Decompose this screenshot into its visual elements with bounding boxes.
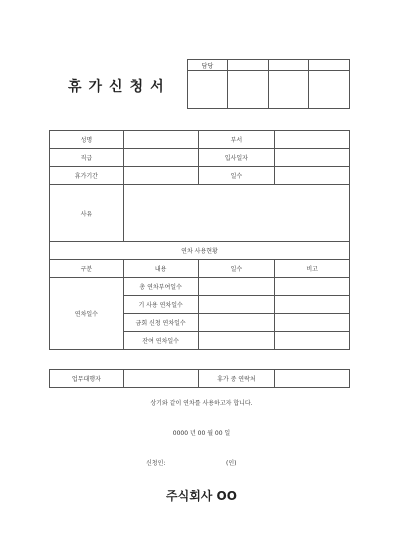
approval-sign-box[interactable] (268, 71, 309, 109)
approval-label-cell (268, 60, 309, 71)
period-label: 휴가기간 (50, 167, 124, 185)
usage-remarks-field[interactable] (275, 278, 350, 296)
usage-header-remarks: 비고 (275, 260, 350, 278)
reason-label: 사유 (50, 185, 124, 242)
reason-field[interactable] (123, 185, 349, 242)
date-line: 0000 년 00 월 00 일 (172, 430, 231, 437)
usage-remarks-field[interactable] (275, 314, 350, 332)
approval-box (187, 59, 350, 109)
document-title: 휴가신청서 (68, 79, 171, 95)
usage-days-field[interactable] (198, 332, 275, 350)
applicant-seal: (인) (226, 460, 237, 467)
usage-remarks-field[interactable] (275, 332, 350, 350)
usage-row-label: 총 연차부여일수 (123, 278, 198, 296)
usage-days-field[interactable] (198, 314, 275, 332)
days-label: 일수 (198, 167, 275, 185)
name-field[interactable] (123, 131, 198, 149)
delegate-label: 업무대행자 (50, 370, 124, 388)
statement-text: 상기와 같이 연차를 사용하고자 합니다. (150, 400, 253, 407)
usage-header-content: 내용 (123, 260, 198, 278)
period-field[interactable] (123, 167, 198, 185)
usage-header-days: 일수 (198, 260, 275, 278)
approval-sign-box[interactable] (309, 71, 350, 109)
application-form-table (49, 130, 350, 350)
delegate-contact-table (49, 369, 350, 388)
join-date-label: 입사일자 (198, 149, 275, 167)
company-name: 주식회사 OO (166, 489, 237, 503)
usage-days-field[interactable] (198, 296, 275, 314)
days-field[interactable] (275, 167, 350, 185)
contact-field[interactable] (275, 370, 350, 388)
position-field[interactable] (123, 149, 198, 167)
dept-label: 부서 (198, 131, 275, 149)
usage-row-label: 기 사용 연차일수 (123, 296, 198, 314)
approval-sign-box[interactable] (227, 71, 268, 109)
usage-header-category: 구분 (50, 260, 124, 278)
dept-field[interactable] (275, 131, 350, 149)
approval-label-cell (309, 60, 350, 71)
approval-label-cell: 담당 (188, 60, 228, 71)
applicant-label: 신청인: (146, 460, 166, 467)
approval-sign-box[interactable] (188, 71, 228, 109)
delegate-field[interactable] (123, 370, 198, 388)
usage-row-label: 잔여 연차일수 (123, 332, 198, 350)
join-date-field[interactable] (275, 149, 350, 167)
name-label: 성명 (50, 131, 124, 149)
usage-group-label: 연차일수 (50, 278, 124, 350)
approval-label-cell (227, 60, 268, 71)
usage-row-label: 금회 신청 연차일수 (123, 314, 198, 332)
position-label: 직급 (50, 149, 124, 167)
contact-label: 휴가 중 연락처 (198, 370, 275, 388)
usage-section-title: 연차 사용현황 (50, 242, 350, 260)
usage-days-field[interactable] (198, 278, 275, 296)
usage-remarks-field[interactable] (275, 296, 350, 314)
